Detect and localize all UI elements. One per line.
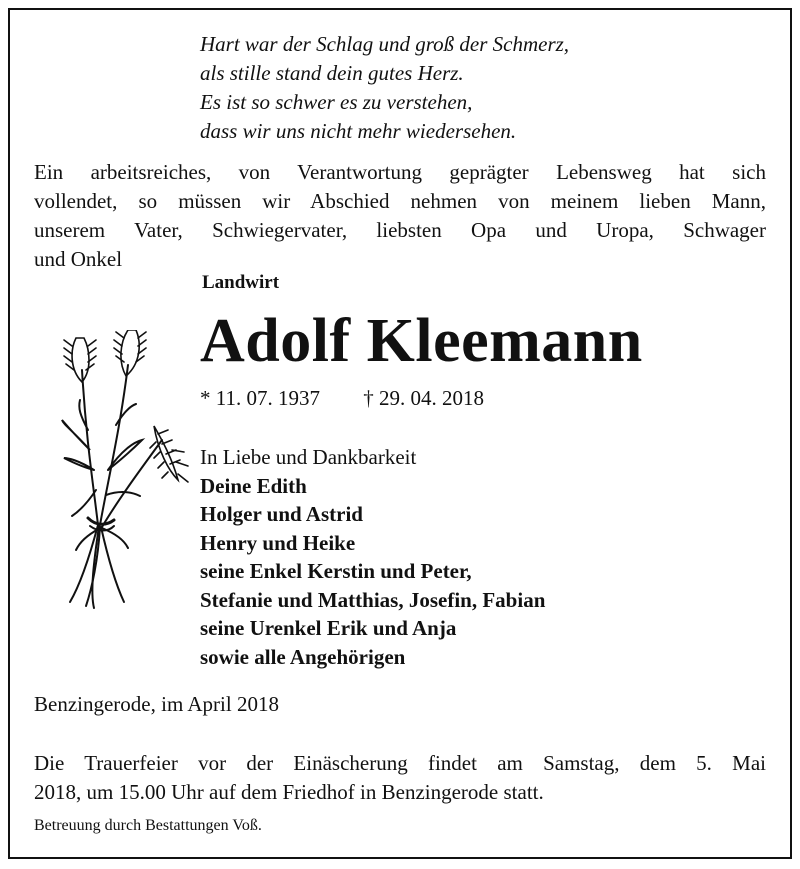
funeral-line: Die Trauerfeier vor der Einäscherung findet am Samstag, dem 5. Mai	[34, 751, 766, 775]
undertaker-note: Betreuung durch Bestattungen Voß.	[34, 817, 262, 834]
funeral-info	[34, 749, 766, 807]
death-date: † 29. 04. 2018	[363, 386, 484, 410]
deceased-name: Adolf Kleemann	[200, 307, 643, 375]
poem-line: Es ist so schwer es zu verstehen,	[200, 90, 473, 114]
signer-name: Holger und Astrid	[200, 502, 363, 526]
signers	[200, 443, 545, 671]
occupation: Landwirt	[202, 272, 280, 293]
poem-line: Hart war der Schlag und groß der Schmerz,	[200, 32, 570, 56]
wheat-sheaf-icon	[50, 330, 190, 615]
signer-name: seine Enkel Kerstin und Peter,	[200, 559, 472, 583]
poem-line: dass wir uns nicht mehr wiedersehen.	[200, 119, 517, 143]
intro-text	[34, 158, 766, 274]
signer-name: Stefanie und Matthias, Josefin, Fabian	[200, 587, 546, 612]
signer-name: Henry und Heike	[200, 530, 356, 555]
funeral-line: 2018, um 15.00 Uhr auf dem Friedhof in Benzingerode statt.	[34, 780, 544, 804]
place-and-date: Benzingerode, im April 2018	[34, 692, 279, 716]
intro-line: vollendet, so müssen wir Abschied nehmen von meinem lieben Mann,	[34, 189, 766, 213]
intro-line: Ein arbeitsreiches, von Verantwortung geprägter Lebensweg hat sich	[34, 160, 766, 184]
poem	[200, 30, 569, 146]
intro-line: unserem Vater, Schwiegervater, liebsten Opa und Uropa, Schwager	[34, 218, 766, 242]
signer-name: Deine Edith	[200, 473, 307, 498]
birth-date: * 11. 07. 1937	[200, 386, 320, 410]
signers-intro: In Liebe und Dankbarkeit	[200, 445, 417, 469]
signer-name: sowie alle Angehörigen	[200, 644, 406, 669]
signer-name: seine Urenkel Erik und Anja	[200, 616, 457, 640]
life-dates	[200, 386, 484, 411]
intro-line: und Onkel	[34, 247, 123, 271]
poem-line: als stille stand dein gutes Herz.	[200, 61, 464, 85]
